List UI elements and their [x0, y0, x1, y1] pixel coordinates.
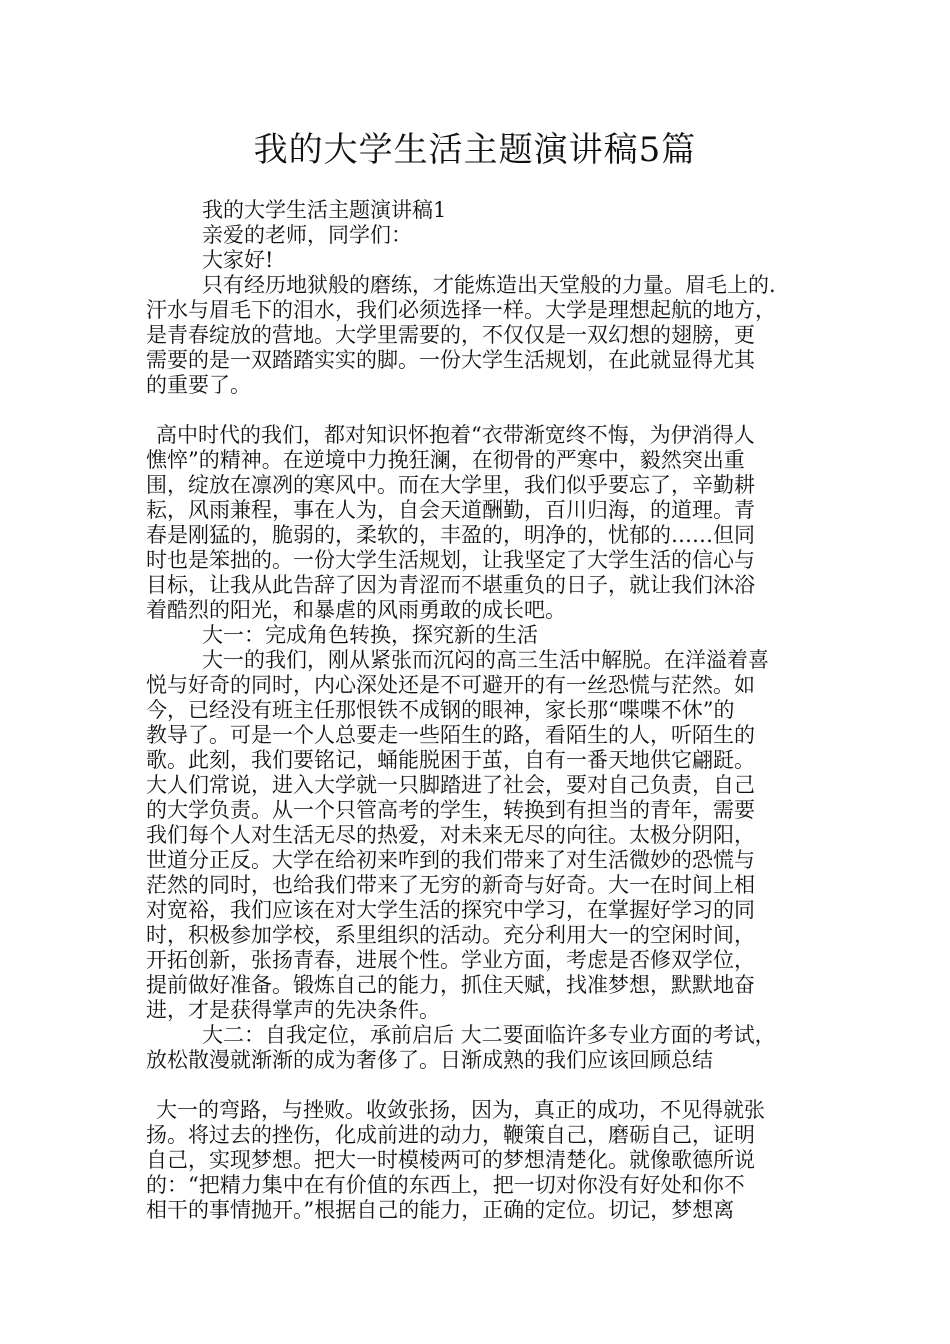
text-line: 汗水与眉毛下的泪水，我们必须选择一样。大学是理想起航的地方，	[146, 298, 776, 322]
text-line: 自己，实现梦想。把大一时模棱两可的梦想清楚化。就像歌德所说	[146, 1148, 755, 1172]
text-line: 茫然的同时，也给我们带来了无穷的新奇与好奇。大一在时间上相	[146, 873, 755, 897]
text-line: 目标，让我从此告辞了因为青涩而不堪重负的日子，就让我们沐浴	[146, 573, 755, 597]
text-line: 今，已经没有班主任那恨铁不成钢的眼神，家长那“喋喋不休”的	[146, 698, 735, 722]
text-line: 我们每个人对生活无尽的热爱，对未来无尽的向往。太极分阴阳，	[146, 823, 755, 847]
text-line: 围，绽放在凛冽的寒风中。而在大学里，我们似乎要忘了，辛勤耕	[146, 473, 755, 497]
blank-line	[146, 1073, 810, 1098]
text-line: 需要的是一双踏踏实实的脚。一份大学生活规划，在此就显得尤其	[146, 348, 755, 372]
text-line: 教导了。可是一个人总要走一些陌生的路，看陌生的人，听陌生的	[146, 723, 755, 747]
text-line: 世道分正反。大学在给初来咋到的我们带来了对生活微妙的恐慌与	[146, 848, 755, 872]
text-line: 我的大学生活主题演讲稿1	[202, 198, 447, 222]
text-line: 高中时代的我们，都对知识怀抱着“衣带渐宽终不悔，为伊消得人	[156, 423, 755, 447]
text-line: 歌。此刻，我们要铭记，蛹能脱困于茧，自有一番天地供它翩跹。	[146, 748, 755, 772]
text-line: 亲爱的老师，同学们：	[202, 223, 412, 247]
text-line: 只有经历地狱般的磨练，才能炼造出天堂般的力量。眉毛上的.	[202, 273, 776, 297]
text-line: 的重要了。	[146, 373, 251, 397]
text-line: 放松散漫就渐渐的成为奢侈了。日渐成熟的我们应该回顾总结	[146, 1048, 713, 1072]
text-line: 相干的事情抛开。”根据自己的能力，正确的定位。切记，梦想离	[146, 1198, 735, 1222]
document-body	[146, 198, 810, 1223]
text-line: 憔悴”的精神。在逆境中力挽狂澜，在彻骨的严寒中，毅然突出重	[146, 448, 745, 472]
text-line: 时，积极参加学校，系里组织的活动。充分利用大一的空闲时间，	[146, 923, 755, 947]
text-line: 对宽裕，我们应该在对大学生活的探究中学习，在掌握好学习的同	[146, 898, 755, 922]
text-line: 进，才是获得掌声的先决条件。	[146, 998, 440, 1022]
text-line: 大一的我们，刚从紧张而沉闷的高三生活中解脱。在洋溢着喜	[202, 648, 769, 672]
text-line: 提前做好准备。锻炼自己的能力，抓住天赋，找准梦想，默默地奋	[146, 973, 755, 997]
text-line: 开拓创新，张扬青春，进展个性。学业方面，考虑是否修双学位，	[146, 948, 755, 972]
section-heading-year2: 大二：自我定位，承前启后 大二要面临许多专业方面的考试，	[202, 1023, 776, 1047]
text-line: 耘，风雨兼程，事在人为，自会天道酬勤，百川归海，的道理。青	[146, 498, 755, 522]
section-heading-year1: 大一：完成角色转换，探究新的生活	[202, 623, 538, 647]
text-line: 的：“把精力集中在有价值的东西上，把一切对你没有好处和你不	[146, 1173, 745, 1197]
text-line: 大一的弯路，与挫败。收敛张扬，因为，真正的成功，不见得就张	[156, 1098, 765, 1122]
text-line: 时也是笨拙的。一份大学生活规划，让我坚定了大学生活的信心与	[146, 548, 755, 572]
text-line: 大人们常说，进入大学就一只脚踏进了社会，要对自己负责，自己	[146, 773, 755, 797]
text-line: 春是刚猛的，脆弱的，柔软的，丰盈的，明净的，忧郁的……但同	[146, 523, 755, 547]
text-line: 大家好!	[202, 248, 274, 272]
text-line: 扬。将过去的挫伤，化成前进的动力，鞭策自己，磨砺自己，证明	[146, 1123, 755, 1147]
blank-line	[146, 398, 810, 423]
document-title: 我的大学生活主题演讲稿5篇	[253, 130, 697, 170]
text-line: 悦与好奇的同时，内心深处还是不可避开的有一丝恐慌与茫然。如	[146, 673, 755, 697]
text-line: 的大学负责。从一个只管高考的学生，转换到有担当的青年，需要	[146, 798, 755, 822]
text-line: 是青春绽放的营地。大学里需要的，不仅仅是一双幻想的翅膀，更	[146, 323, 755, 347]
text-line: 着酷烈的阳光，和暴虐的风雨勇敢的成长吧。	[146, 598, 566, 622]
